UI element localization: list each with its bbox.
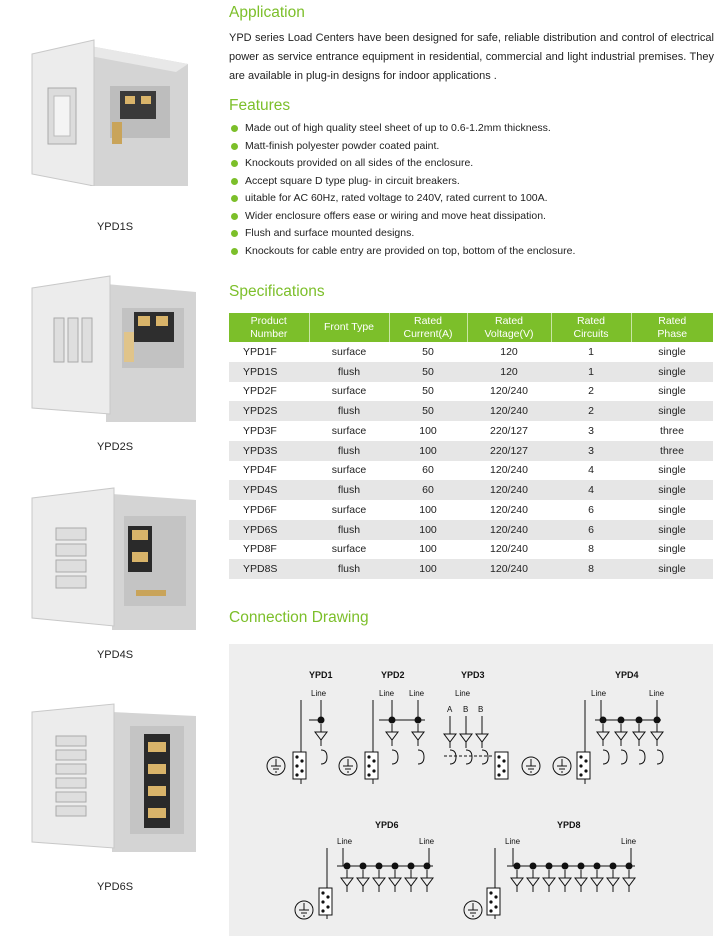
table-cell: 3 <box>551 441 631 461</box>
ypd6-label: YPD6 <box>375 820 399 830</box>
table-cell: flush <box>309 441 389 461</box>
table-cell: flush <box>309 362 389 382</box>
table-header-row <box>229 313 713 342</box>
table-cell: three <box>631 421 713 441</box>
ypd6s-photo <box>28 702 198 852</box>
application-heading: Application <box>229 4 305 21</box>
table-cell: 100 <box>389 520 467 540</box>
table-row <box>229 382 713 402</box>
line-label: Line <box>455 689 471 698</box>
table-cell: single <box>631 559 713 579</box>
table-cell: 120/240 <box>467 401 551 421</box>
feature-item: Knockouts provided on all sides of the enclosure. <box>229 155 714 173</box>
table-cell: 100 <box>389 500 467 520</box>
features-list <box>229 120 714 260</box>
table-cell: YPD3F <box>229 421 309 441</box>
bullet-icon <box>231 230 238 237</box>
connection-drawing <box>229 644 713 936</box>
table-cell: surface <box>309 540 389 560</box>
column-header: Rated Voltage(V) <box>467 313 551 342</box>
ypd1s-photo <box>28 36 198 186</box>
table-cell: 120 <box>467 342 551 362</box>
table-cell: YPD4S <box>229 480 309 500</box>
application-text: YPD series Load Centers have been designed for safe, reliable distribution and control of electrical power as service entrance equipment in residential, commercial and light industrial premises. They are available in plug-in designs for indoor applications . <box>229 32 714 82</box>
line-label: Line <box>409 689 425 698</box>
table-cell: 100 <box>389 421 467 441</box>
table-cell: YPD1F <box>229 342 309 362</box>
feature-item: Knockouts for cable entry are provided on top, bottom of the enclosure. <box>229 243 714 261</box>
column-header: Rated Circuits <box>551 313 631 342</box>
table-cell: 4 <box>551 480 631 500</box>
table-cell: single <box>631 520 713 540</box>
product-caption: YPD4S <box>96 649 134 661</box>
feature-item: Wider enclosure offers ease or wiring and move heat dissipation. <box>229 208 714 226</box>
table-cell: YPD6S <box>229 520 309 540</box>
table-cell: 120/240 <box>467 559 551 579</box>
table-row <box>229 559 713 579</box>
table-cell: YPD2S <box>229 401 309 421</box>
bullet-icon <box>231 213 238 220</box>
line-label: Line <box>591 689 607 698</box>
table-row <box>229 421 713 441</box>
table-cell: 100 <box>389 441 467 461</box>
table-cell: 6 <box>551 520 631 540</box>
table-cell: single <box>631 342 713 362</box>
table-cell: flush <box>309 480 389 500</box>
table-row <box>229 520 713 540</box>
table-cell: surface <box>309 342 389 362</box>
bullet-icon <box>231 195 238 202</box>
line-label: Line <box>311 689 327 698</box>
line-label: Line <box>649 689 665 698</box>
table-cell: 2 <box>551 382 631 402</box>
line-label: Line <box>621 837 637 846</box>
table-cell: 4 <box>551 461 631 481</box>
table-cell: surface <box>309 421 389 441</box>
ypd3-label: YPD3 <box>461 670 485 680</box>
table-cell: YPD8F <box>229 540 309 560</box>
feature-item: Accept square D type plug- in circuit breakers. <box>229 173 714 191</box>
table-cell: 100 <box>389 540 467 560</box>
table-cell: flush <box>309 559 389 579</box>
phase-c-label: B <box>478 705 484 714</box>
table-row <box>229 401 713 421</box>
line-label: Line <box>379 689 395 698</box>
table-cell: 220/127 <box>467 441 551 461</box>
line-label: Line <box>419 837 435 846</box>
table-row <box>229 362 713 382</box>
table-cell: single <box>631 500 713 520</box>
table-cell: 120 <box>467 362 551 382</box>
table-cell: single <box>631 362 713 382</box>
table-row <box>229 500 713 520</box>
table-cell: 2 <box>551 401 631 421</box>
specifications-table <box>229 313 713 579</box>
table-cell: single <box>631 480 713 500</box>
ypd4-label: YPD4 <box>615 670 639 680</box>
table-cell: three <box>631 441 713 461</box>
table-cell: YPD6F <box>229 500 309 520</box>
column-header: Front Type <box>309 313 389 342</box>
column-header: Product Number <box>229 313 309 342</box>
table-row <box>229 480 713 500</box>
table-cell: 120/240 <box>467 520 551 540</box>
product-caption: YPD1S <box>96 221 134 233</box>
ypd8-label: YPD8 <box>557 820 581 830</box>
table-cell: 100 <box>389 559 467 579</box>
ypd1-label: YPD1 <box>309 670 333 680</box>
phase-b-label: B <box>463 705 469 714</box>
table-cell: 50 <box>389 342 467 362</box>
feature-item: Flush and surface mounted designs. <box>229 225 714 243</box>
table-cell: flush <box>309 520 389 540</box>
table-cell: single <box>631 401 713 421</box>
table-cell: 6 <box>551 500 631 520</box>
bullet-icon <box>231 143 238 150</box>
column-header: Rated Phase <box>631 313 713 342</box>
connection-drawing-heading: Connection Drawing <box>229 609 369 626</box>
table-row <box>229 441 713 461</box>
ypd4s-photo <box>28 486 198 636</box>
line-label: Line <box>337 837 353 846</box>
table-cell: single <box>631 382 713 402</box>
bullet-icon <box>231 125 238 132</box>
table-cell: YPD3S <box>229 441 309 461</box>
table-cell: YPD8S <box>229 559 309 579</box>
table-row <box>229 540 713 560</box>
table-cell: 120/240 <box>467 461 551 481</box>
table-cell: surface <box>309 500 389 520</box>
table-cell: 8 <box>551 559 631 579</box>
product-caption: YPD2S <box>96 441 134 453</box>
features-heading: Features <box>229 97 291 114</box>
table-cell: surface <box>309 382 389 402</box>
table-cell: 120/240 <box>467 480 551 500</box>
table-cell: 1 <box>551 362 631 382</box>
specifications-heading: Specifications <box>229 283 325 300</box>
table-cell: 50 <box>389 362 467 382</box>
table-cell: flush <box>309 401 389 421</box>
table-cell: 120/240 <box>467 382 551 402</box>
wiring-diagram <box>229 644 713 936</box>
table-cell: 8 <box>551 540 631 560</box>
table-row <box>229 461 713 481</box>
table-cell: single <box>631 461 713 481</box>
table-cell: 220/127 <box>467 421 551 441</box>
column-header: Rated Current(A) <box>389 313 467 342</box>
line-label: Line <box>505 837 521 846</box>
feature-item: Made out of high quality steel sheet of up to 0.6-1.2mm thickness. <box>229 120 714 138</box>
ypd2s-photo <box>28 272 198 422</box>
phase-a-label: A <box>447 705 453 714</box>
feature-item: Matt-finish polyester powder coated paint. <box>229 138 714 156</box>
table-cell: YPD2F <box>229 382 309 402</box>
table-cell: YPD1S <box>229 362 309 382</box>
ypd2-label: YPD2 <box>381 670 405 680</box>
bullet-icon <box>231 178 238 185</box>
table-cell: surface <box>309 461 389 481</box>
table-row <box>229 342 713 362</box>
table-cell: 60 <box>389 480 467 500</box>
table-cell: 3 <box>551 421 631 441</box>
table-cell: 50 <box>389 401 467 421</box>
bullet-icon <box>231 160 238 167</box>
feature-item: uitable for AC 60Hz, rated voltage to 240V, rated current to 100A. <box>229 190 714 208</box>
table-cell: single <box>631 540 713 560</box>
table-cell: 120/240 <box>467 500 551 520</box>
table-cell: 50 <box>389 382 467 402</box>
table-cell: YPD4F <box>229 461 309 481</box>
bullet-icon <box>231 248 238 255</box>
table-cell: 60 <box>389 461 467 481</box>
product-caption: YPD6S <box>96 881 134 893</box>
table-cell: 120/240 <box>467 540 551 560</box>
table-cell: 1 <box>551 342 631 362</box>
